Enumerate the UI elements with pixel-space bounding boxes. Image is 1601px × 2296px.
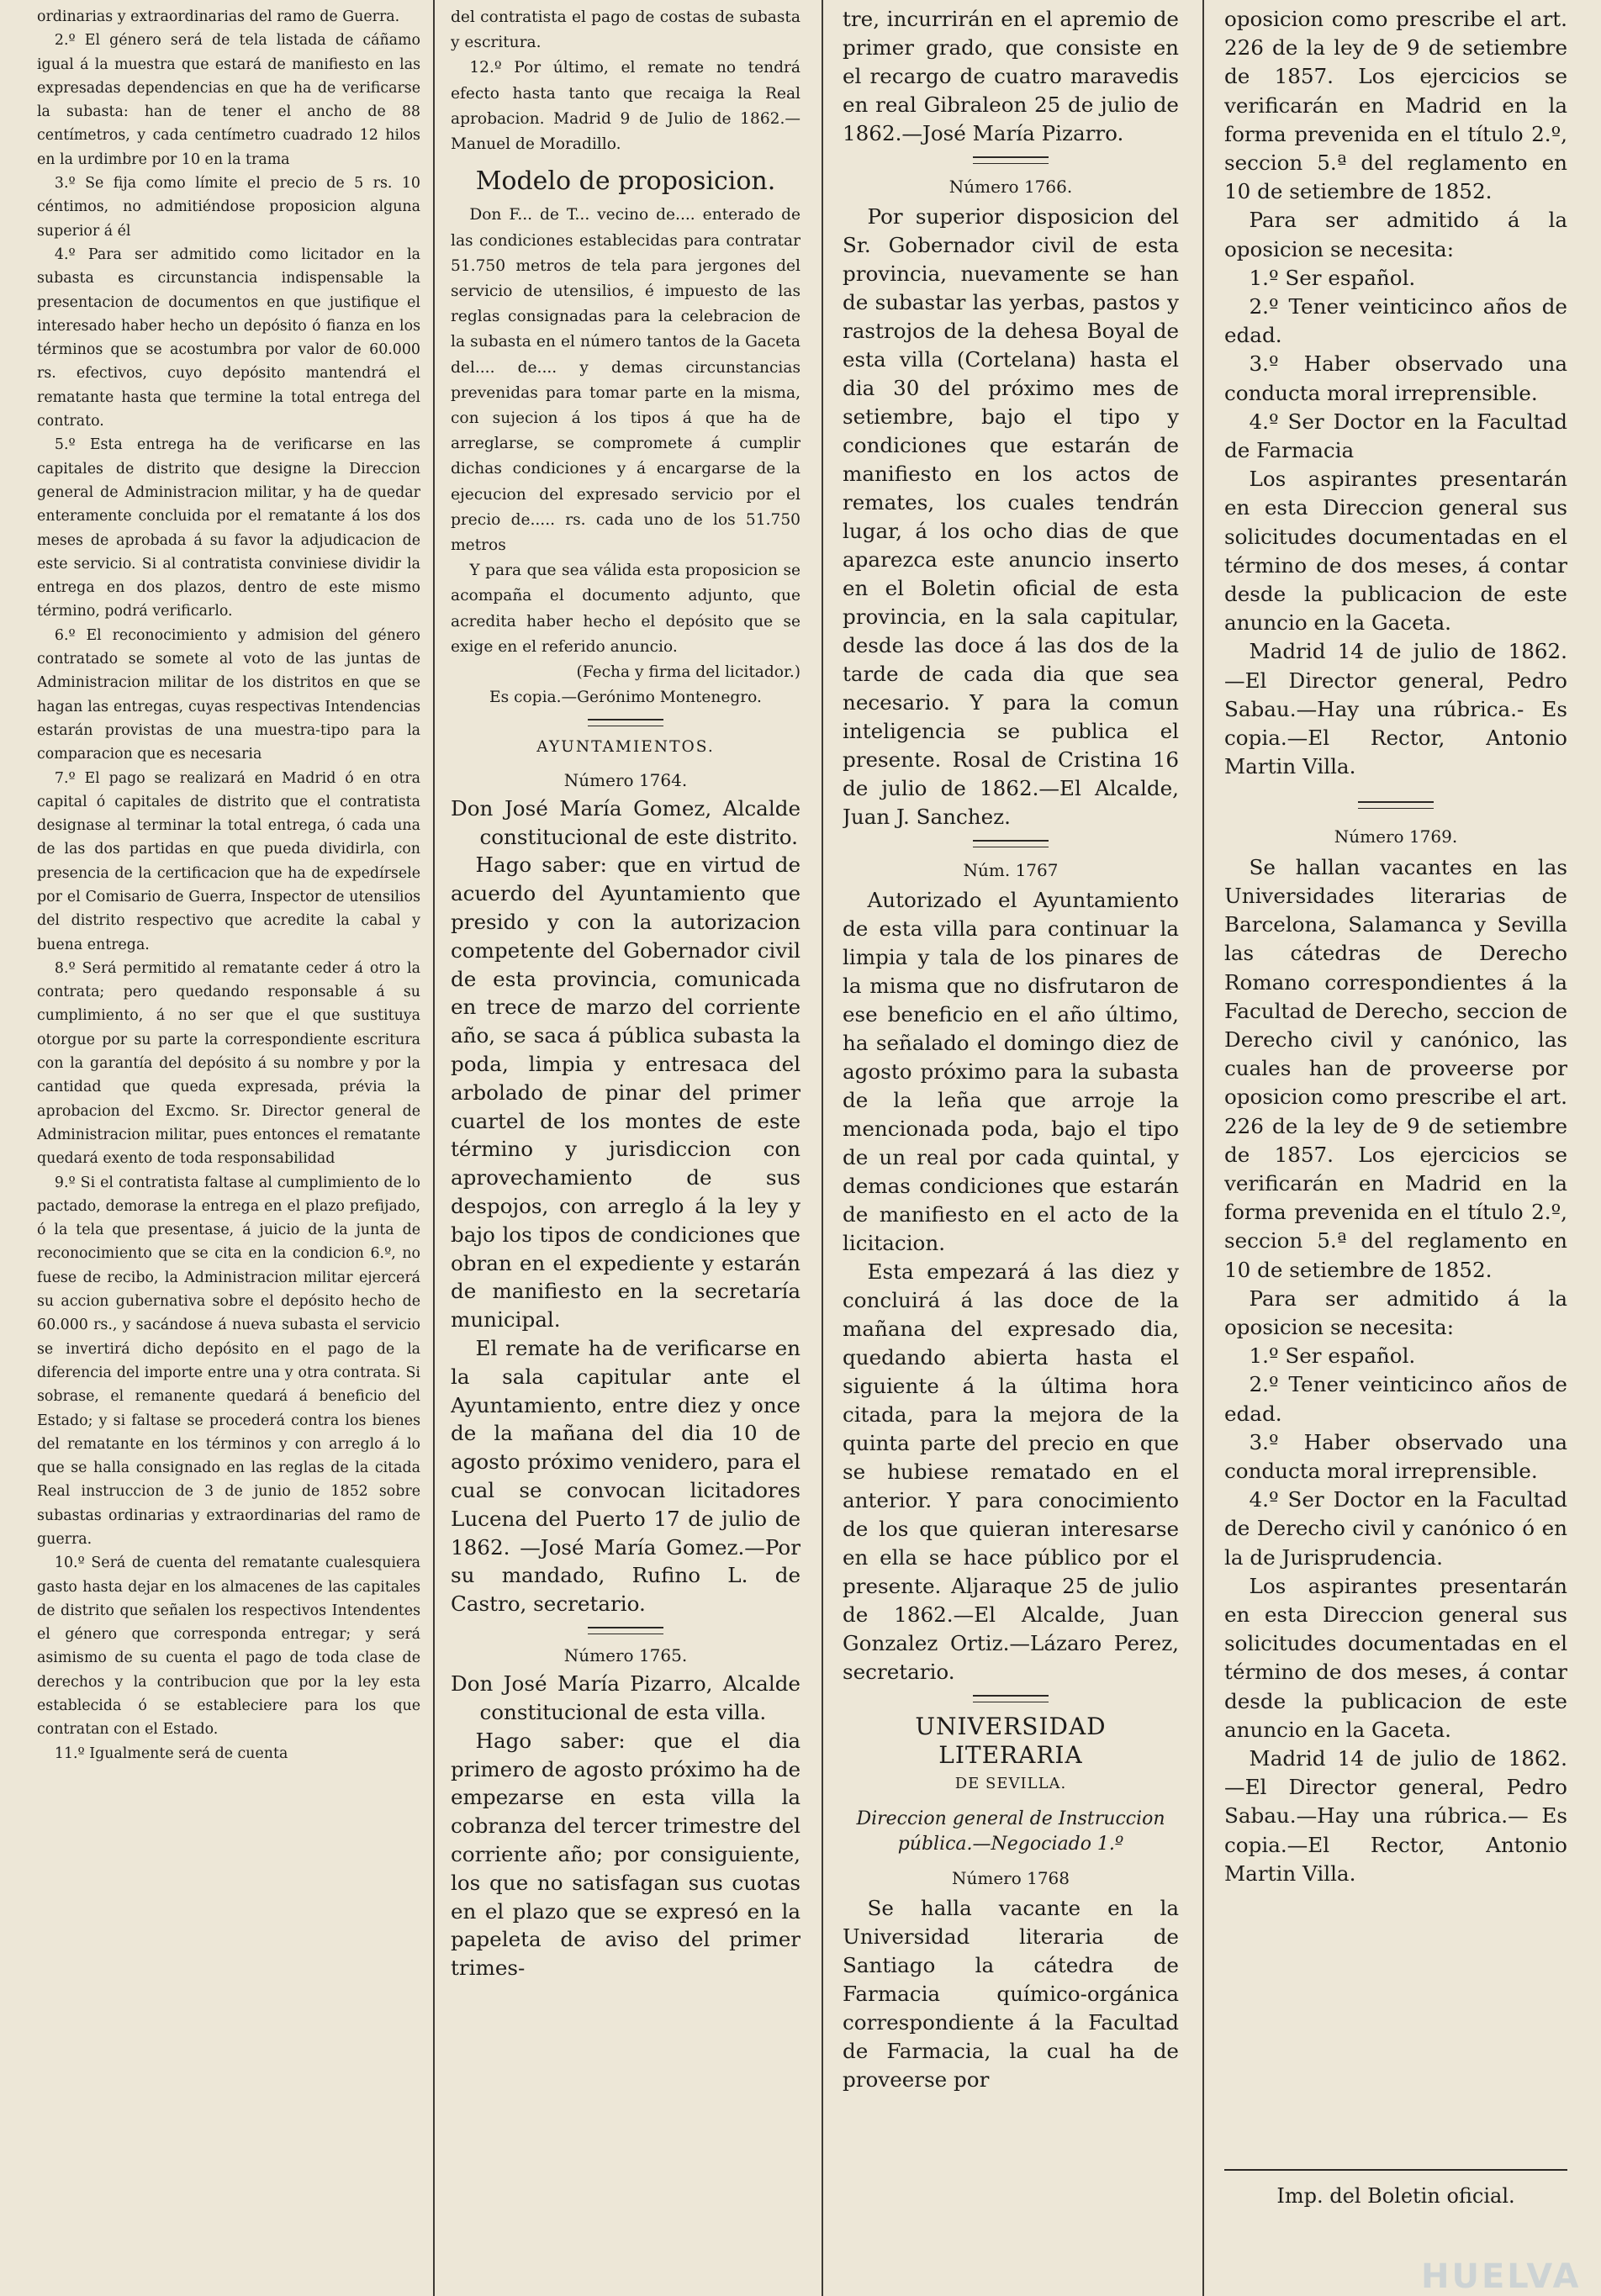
notice-number: Núm. 1767 [963, 860, 1059, 880]
separator [973, 840, 1049, 847]
paragraph: Hago saber: que en virtud de acuerdo del Ayuntamiento que presido y con la autorizacion competente del Gobernador civil de esta provincia, comunicada en trece de marzo del corriente año, se saca á pública subasta la poda, limpia y entresaca del arbolado de pinar del primer cuartel de los montes de este término y jurisdiccion con aprovechamiento de sus despojos, con arreglo á la ley y bajo los tipos de condiciones que obran en el expediente y estarán de manifiesto en la secretaría municipal. [451, 852, 800, 1333]
requirements-title: Para ser admitido á la oposicion se necesita: [1224, 208, 1567, 261]
requirements-title: Para ser admitido á la oposicion se necesita: [1224, 1285, 1567, 1339]
department-heading: Direccion general de Instruccion pública.—Negociado 1.º [856, 1808, 1165, 1855]
condition-10: 10.º Será de cuenta del rematante cualesquiera gasto hasta dejar en los almacenes de las capitales de distrito que señalen los respectivos Intendentes el género que corresponda entregar; y será asimismo de su cuenta el pago de toda clase de derechos y la contribucion que por la ley esta establecida ó se estableciere para los que contratan con el Estado. [37, 1554, 420, 1739]
column-1 [37, 5, 420, 1766]
paragraph: Autorizado el Ayuntamiento de esta villa para continuar la limpia y tala de los pinares de la misma que no disfrutaron de ese beneficio en el año último, ha señalado el domingo diez de agosto próximo para la subasta de la leña que arroje la mencionada poda, bajo el tipo de un real por cada quintal, y demas condiciones que estarán de manifiesto en el acto de la licitacion. [843, 888, 1179, 1255]
signature-line: Madrid 14 de julio de 1862. —El Director general, Pedro Sabau.—Hay una rúbrica.— Es copia.—El Rector, Antonio Martin Villa. [1224, 1745, 1567, 1886]
column-rule [822, 0, 823, 2296]
printer-imprint: Imp. del Boletin oficial. [1224, 2169, 1567, 2208]
copy-line: Es copia.—Gerónimo Montenegro. [489, 689, 762, 707]
condition-3: 3.º Se fija como límite el precio de 5 rs. 10 céntimos, no admitiéndose proposicion alguna superior á él [37, 175, 420, 240]
paragraph: Se hallan vacantes en las Universidades literarias de Barcelona, Salamanca y Sevilla las cátedras de Derecho Romano correspondientes á la Facultad de Derecho, seccion de Derecho civil y canónico, las cuales han de proveerse por oposicion como prescribe el art. 226 de la ley de 9 de setiembre de 1857. Los ejercicios se verificarán en Madrid en la forma prevenida en el título 2.º, seccion 5.ª del reglamento en 10 de setiembre de 1852. [1224, 854, 1567, 1282]
watermark-logo: HUELVA [1421, 2257, 1582, 2296]
notice-number: Número 1766. [948, 177, 1073, 197]
university-subheading: DE SEVILLA. [954, 1775, 1067, 1792]
condition-2: 2.º El género será de tela listada de cáñamo igual á la muestra que estará de manifiesto en las expresadas dependencias en que ha de verificarse la subasta: han de tener el ancho de 88 centímetros, y cada centímetro cuadrado 12 hilos en la urdimbre por 10 en la trama [37, 32, 420, 168]
model-text: Don F... de T... vecino de.... enterado de las condiciones establecidas para contratar 51.750 metros de tela para jergones del servicio de utensilios, é impuesto de las reglas consignadas para la celebracion de la subasta en el número tantos de la Gaceta del.... de.... y demas circunstancias prevenidas para tomar parte en la misma, con sujecion á los tipos á que ha de arreglarse, se compromete á cumplir dichas condiciones y á encargarse de la ejecucion del expresado servicio por el precio de..... rs. cada uno de los 51.750 metros [451, 206, 800, 555]
requirement: 1.º Ser español. [1249, 265, 1416, 290]
condition-5: 5.º Esta entrega ha de verificarse en las capitales de distrito que designe la Direccion general de Administracion militar, y ha de quedar enteramente concluida por el rematante á los dos meses de aprobada á su favor la adjudicacion de este servicio. Si al contratista conviniese dividir la entrega en dos plazos, dentro de este mismo término, podrá verificarlo. [37, 436, 420, 620]
requirement: 2.º Tener veinticinco años de edad. [1224, 1372, 1567, 1426]
paragraph: tre, incurrirán en el apremio de primer grado, que consiste en el recargo de cuatro maravedis en real Gibraleon 25 de julio de 1862.—José María Pizarro. [843, 7, 1179, 145]
requirement: 2.º Tener veinticinco años de edad. [1224, 294, 1567, 348]
paragraph: Se halla vacante en la Universidad literaria de Santiago la cátedra de Farmacia químico-orgánica correspondiente á la Facultad de Farmacia, la cual ha de proveerse por [843, 1896, 1179, 2092]
notice-number: Número 1768 [951, 1868, 1070, 1888]
condition-9: 9.º Si el contratista faltase al cumplimiento de lo pactado, demorase la entrega en el plazo prefijado, ó la tela que presentase, á juicio de la junta de reconocimiento que se cita en la condicion 6.º, no fuese de recibo, la Administracion militar ejercerá su accion gubernativa sobre el depósito hecho de 60.000 rs., y sacándose á nueva subasta el servicio se invertirá dicho depósito en el pago de la diferencia del importe entre una y otra contrata. Si sobrase, el remanente quedará á beneficio del Estado; y si faltase se procederá contra los bienes del rematante en los términos y con arreglo á lo que se halla consignado en las reglas de la citada Real instruccion de 3 de junio de 1852 sobre subastas ordinarias y extraordinarias del ramo de guerra. [37, 1174, 420, 1548]
paragraph: del contratista el pago de costas de subasta y escritura. [451, 8, 800, 52]
paragraph: Don José María Gomez, Alcalde constitucional de este distrito. [451, 795, 800, 849]
notice-number: Número 1769. [1334, 826, 1458, 847]
separator [588, 1627, 663, 1634]
model-text: Y para que sea válida esta proposicion se acompaña el documento adjunto, que acredita haber hecho el depósito que se exige en el referido anuncio. [451, 562, 800, 656]
requirement: 4.º Ser Doctor en la Facultad de Derecho civil y canónico ó en la de Jurisprudencia. [1224, 1487, 1567, 1570]
condition-8: 8.º Será permitido al rematante ceder á otro la contrata; pero quedando responsable á su cumplimiento, á no ser que el que sustituya otorgue por su parte la correspondiente escritura con la garantía del depósito á su nombre y por la cantidad que queda expresada, prévia la aprobacion del Excmo. Sr. Director general de Administracion militar, pues entonces el rematante quedará exento de toda responsabilidad [37, 959, 420, 1168]
column-rule [433, 0, 435, 2296]
paragraph: Esta empezará á las diez y concluirá á las doce de la mañana del expresado dia, quedando abierta hasta el siguiente á la última hora citada, para la mejora de la quinta parte del precio en que se hubiese rematado en el anterior. Y para conocimiento de los que quieran interesarse en ella se hace público por el presente. Aljaraque 25 de julio de 1862.—El Alcalde, Juan Gonzalez Ortiz.—Lázaro Perez, secretario. [843, 1259, 1179, 1684]
signature-line: (Fecha y firma del licitador.) [576, 663, 800, 682]
paragraph: El remate ha de verificarse en la sala capitular ante el Ayuntamiento, entre diez y once de la mañana del dia 10 de agosto próximo venidero, para el cual se convocan licitadores Lucena del Puerto 17 de julio de 1862. —José María Gomez.—Por su mandado, Rufino L. de Castro, secretario. [451, 1336, 800, 1617]
column-rule [1202, 0, 1204, 2296]
paragraph: oposicion como prescribe el art. 226 de la ley de 9 de setiembre de 1857. Los ejercicios se verificarán en Madrid en la forma prevenida en el título 2.º, seccion 5.ª del reglamento en 10 de setiembre de 1852. [1224, 7, 1567, 204]
requirement: 4.º Ser Doctor en la Facultad de Farmacia [1224, 409, 1567, 463]
requirement: 3.º Haber observado una conducta moral irreprensible. [1224, 1429, 1567, 1483]
requirement: 1.º Ser español. [1249, 1343, 1416, 1369]
condition-7: 7.º El pago se realizará en Madrid ó en otra capital ó capitales de distrito que el contratista designase al terminar la total entrega, ó cada una de las dos partidas en que pueda dividirla, con presencia de la certificacion que ha de expedírsele por el Comisario de Guerra, Inspector de utensilios del distrito respectivo que acredite la cabal y buena entrega. [37, 769, 420, 953]
university-heading: UNIVERSIDAD LITERARIA [915, 1713, 1107, 1769]
separator [1358, 801, 1434, 809]
separator [973, 156, 1049, 164]
condition-4: 4.º Para ser admitido como licitador en la subasta es circunstancia indispensable la presentacion de documentos en que justifique el interesado haber hecho un depósito ó fianza en los términos que se acostumbra por valor de 60.000 rs. efectivos, cuyo depósito mantendrá el rematante hasta que termine la total entrega del contrato. [37, 245, 420, 430]
condition-6: 6.º El reconocimiento y admision del género contratado se somete al voto de las juntas de Administracion militar de los distritos en que se hagan las entregas, cuyas respectivas Intendencias estarán provistas de una muestra-tipo para la comparacion que es necesaria [37, 626, 420, 763]
paragraph: Hago saber: que el dia primero de agosto próximo ha de empezarse en esta villa la cobranza del tercer trimestre del corriente año; por consiguiente, los que no satisfagan sus cuotas en el plazo que se expresó en la papeleta de aviso del primer trimes- [451, 1728, 800, 1981]
column-4 [1224, 5, 1567, 1888]
separator [973, 1695, 1049, 1702]
paragraph: Don José María Pizarro, Alcalde constitucional de esta villa. [451, 1671, 800, 1724]
notice-number: Número 1764. [563, 769, 688, 790]
column-3 [843, 5, 1179, 2094]
column-2 [451, 5, 800, 1982]
paragraph: Por superior disposicion del Sr. Gobernador civil de esta provincia, nuevamente se han de subastar las yerbas, pastos y rastrojos de la dehesa Boyal de esta villa (Cortelana) hasta el dia 30 del próximo mes de setiembre, bajo el tipo y condiciones que estarán de manifiesto en los actos de remates, los cuales tendrán lugar, á los ocho dias de que aparezca este anuncio inserto en el Boletin oficial de esta provincia, en la sala capitular, desde las doce á las dos de la tarde de cada dia que sea necesario. Y para la comun inteligencia se publica el presente. Rosal de Cristina 16 de julio de 1862.—El Alcalde, Juan J. Sanchez. [843, 204, 1179, 829]
requirement: 3.º Haber observado una conducta moral irreprensible. [1224, 351, 1567, 405]
paragraph: Los aspirantes presentarán en esta Direccion general sus solicitudes documentadas en el término de dos meses, á contar desde la publicacion de este anuncio en la Gaceta. [1224, 467, 1567, 636]
paragraph: 12.º Por último, el remate no tendrá efecto hasta tanto que recaiga la Real aprobacion. Madrid 9 de Julio de 1862.—Manuel de Moradillo. [451, 59, 800, 154]
separator [588, 719, 663, 726]
paragraph: Los aspirantes presentarán en esta Direccion general sus solicitudes documentadas en el término de dos meses, á contar desde la publicacion de este anuncio en la Gaceta. [1224, 1573, 1567, 1742]
notice-number: Número 1765. [563, 1645, 688, 1665]
condition-11: 11.º Igualmente será de cuenta [54, 1744, 288, 1762]
section-heading: AYUNTAMIENTOS. [536, 738, 715, 757]
paragraph: ordinarias y extraordinarias del ramo de Guerra. [37, 8, 400, 25]
model-title: Modelo de proposicion. [475, 166, 776, 197]
signature-line: Madrid 14 de julio de 1862. —El Director general, Pedro Sabau.—Hay una rúbrica.- Es copia.—El Rector, Antonio Martin Villa. [1224, 639, 1567, 779]
